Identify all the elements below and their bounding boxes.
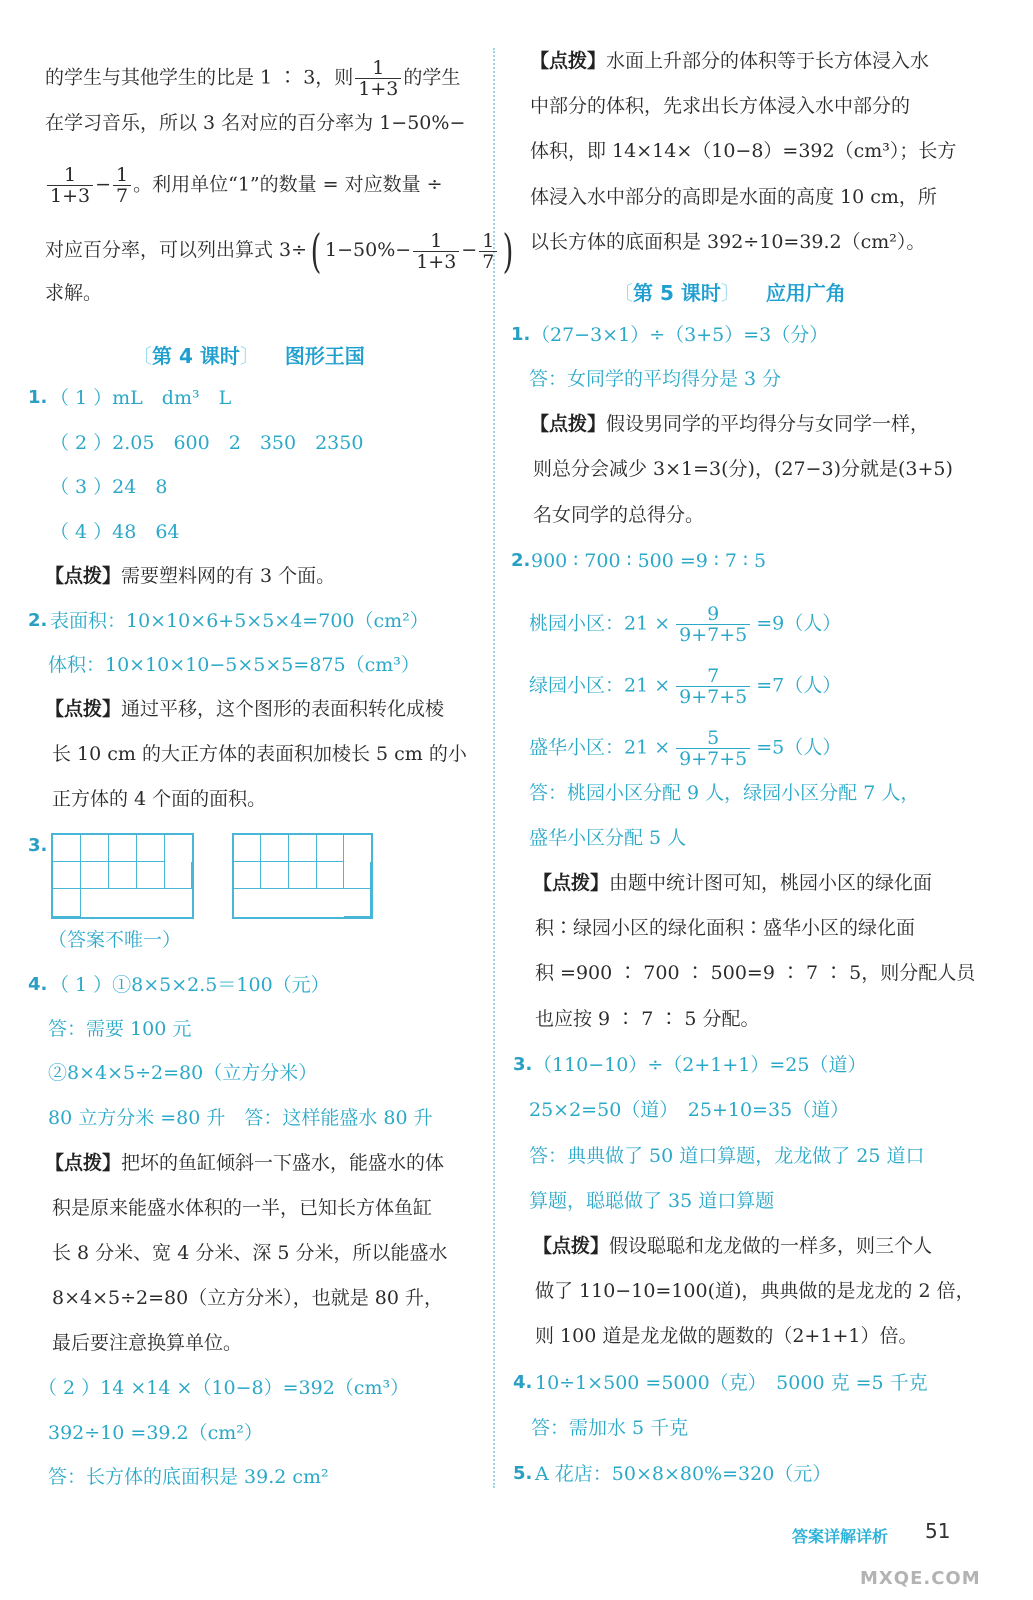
answer-line: 答：需要 100 元 [48, 1018, 192, 1040]
hint-text: 假设男同学的平均得分与女同学一样， [606, 413, 930, 435]
hint-tag: 【点拨】 [45, 1152, 122, 1174]
numerator: 5 [676, 728, 750, 749]
hint-text: 做了 110−10=100(道)，典典做的是龙龙的 2 倍， [535, 1280, 975, 1302]
paren-open: ( [310, 224, 322, 278]
hint-text: 体积，即 14×14×（10−8）=392（cm³）；长方 [530, 140, 957, 162]
denominator: 1+3 [358, 78, 399, 100]
hint-line [530, 411, 929, 437]
answer-line: （ 1 ）①8×5×2.5＝100（元） [50, 974, 330, 996]
fraction [676, 728, 750, 769]
numerator: 1 [413, 231, 459, 252]
answer-line: 体积：10×10×10−5×5×5=875（cm³） [48, 654, 420, 676]
question-number: 2. [511, 550, 531, 571]
answer-line: （110−10）÷（2+1+1）=25（道） [533, 1054, 867, 1076]
allocation-row [529, 666, 841, 707]
watermark-text: MXQE.COM [860, 1568, 981, 1589]
answer-line: ②8×4×5÷2=80（立方分米） [48, 1062, 318, 1084]
denominator: 7 [116, 185, 129, 207]
answer-line: （ 1 ）mL dm³ L [50, 387, 232, 409]
cont-line-5: 求解。 [45, 282, 103, 304]
hint-text: 水面上升部分的体积等于长方体浸入水 [606, 50, 930, 72]
fraction [479, 231, 497, 272]
answer-line: 表面积：10×10×6+5×5×4=700（cm²） [50, 610, 429, 632]
hint-line [45, 563, 335, 589]
answer-line: （27−3×1）÷（3+5）=3（分） [531, 324, 829, 346]
numerator: 1 [113, 165, 131, 186]
allocation-row [529, 728, 841, 769]
hint-tag: 【点拨】 [533, 1235, 610, 1257]
answer-line: 答：典典做了 50 道口算题，龙龙做了 25 道口 [529, 1145, 925, 1167]
hint-text: 积 =900 ∶ 700 ∶ 500=9 ∶ 7 ∶ 5，则分配人员 [535, 962, 976, 984]
answer-line: （ 2 ）2.05 600 2 350 2350 [50, 432, 364, 454]
question-number: 5. [513, 1463, 533, 1484]
row-label: 盛华小区：21 × [529, 736, 671, 759]
hint-text: 把坏的鱼缸倾斜一下盛水，能盛水的体 [121, 1152, 445, 1174]
bracket: 〕 [239, 344, 260, 368]
question-number: 3. [513, 1054, 533, 1075]
hint-tag: 【点拨】 [533, 872, 610, 894]
denominator: 7 [482, 250, 495, 273]
lesson-label: 第 4 课时 [152, 344, 240, 368]
answer-line: 10÷1×500 =5000（克） 5000 克 =5 千克 [535, 1372, 928, 1394]
fraction [676, 604, 750, 645]
hint-text: 正方体的 4 个面的面积。 [52, 788, 267, 810]
fraction [113, 165, 131, 206]
net-grid-2 [232, 833, 373, 919]
hint-line [533, 870, 932, 896]
minus: − [461, 239, 478, 261]
row-label: 绿园小区：21 × [529, 674, 671, 697]
fraction [47, 165, 93, 206]
minus: − [95, 173, 112, 196]
allocation-row [529, 604, 841, 645]
numerator: 1 [47, 165, 93, 186]
question-number: 3. [28, 835, 48, 856]
page-number: 51 [925, 1519, 951, 1543]
hint-text: 则总分会减少 3×1=3(分)，(27−3)分就是(3+5) [533, 458, 953, 480]
bracket: 〔 [132, 344, 152, 368]
fraction [355, 58, 401, 99]
hint-text: 名女同学的总得分。 [533, 504, 705, 526]
denominator: 1+3 [50, 185, 91, 207]
hint-text: 则 100 道是龙龙做的题数的（2+1+1）倍。 [535, 1325, 918, 1347]
hint-text: 长 8 分米、宽 4 分米、深 5 分米，所以能盛水 [52, 1242, 448, 1264]
hint-line [45, 696, 444, 722]
cont-line-4 [45, 224, 517, 278]
hint-text: 通过平移，这个图形的表面积转化成棱 [121, 698, 445, 720]
question-number: 4. [28, 974, 48, 995]
bracket: 〕 [720, 281, 741, 305]
answer-line: 答：需加水 5 千克 [531, 1417, 689, 1439]
question-number: 4. [513, 1372, 533, 1393]
hint-text: 长 10 cm 的大正方体的表面积加棱长 5 cm 的小 [52, 743, 467, 765]
text: 对应百分率，可以列出算式 3÷ [45, 239, 308, 261]
paren-close: ) [502, 224, 514, 278]
row-result: =5（人） [756, 736, 842, 759]
answer-line: A 花店：50×8×80%=320（元） [535, 1463, 832, 1485]
denominator: 9+7+5 [679, 686, 748, 708]
hint-text: 中部分的体积，先求出长方体浸入水中部分的 [530, 95, 911, 117]
answer-line: 900 ∶ 700 ∶ 500 =9 ∶ 7 ∶ 5 [531, 550, 767, 572]
denominator: 9+7+5 [679, 624, 748, 646]
answer-line: 答：女同学的平均得分是 3 分 [529, 368, 782, 390]
cont-line-2: 在学习音乐，所以 3 名对应的百分率为 1−50%− [45, 112, 466, 134]
hint-text: 由题中统计图可知，桃园小区的绿化面 [609, 872, 933, 894]
answer-line: 算题，聪聪做了 35 道口算题 [529, 1190, 775, 1212]
net-grid-1 [51, 833, 194, 919]
answer-line: （ 3 ）24 8 [50, 476, 168, 498]
hint-line [533, 1233, 932, 1259]
fraction [676, 666, 750, 707]
hint-text: 需要塑料网的有 3 个面。 [121, 565, 336, 587]
numerator: 1 [479, 231, 497, 252]
cont-line-1 [45, 58, 460, 99]
denominator: 9+7+5 [679, 748, 748, 770]
section-title-4 [132, 341, 365, 371]
hint-line [530, 48, 929, 74]
note-text: （答案不唯一） [48, 929, 182, 951]
hint-tag: 【点拨】 [530, 413, 607, 435]
hint-tag: 【点拨】 [530, 50, 607, 72]
question-number: 1. [28, 387, 48, 408]
hint-text: 也应按 9 ∶ 7 ∶ 5 分配。 [535, 1008, 760, 1030]
section-topic: 图形王国 [284, 344, 365, 368]
hint-text: 积是原来能盛水体积的一半，已知长方体鱼缸 [52, 1197, 433, 1219]
numerator: 7 [676, 666, 750, 687]
question-number: 1. [511, 324, 531, 345]
answer-line: （ 4 ）48 64 [50, 521, 180, 543]
hint-tag: 【点拨】 [45, 565, 122, 587]
section-title-5 [613, 278, 846, 308]
cont-line-3 [45, 165, 443, 206]
numerator: 9 [676, 604, 750, 625]
answer-line: （ 2 ）14 ×14 ×（10−8）=392（cm³） [38, 1377, 410, 1399]
row-result: =7（人） [756, 674, 842, 697]
text: 的学生 [403, 66, 461, 89]
hint-text: 积∶绿园小区的绿化面积∶盛华小区的绿化面 [535, 917, 916, 939]
hint-tag: 【点拨】 [45, 698, 122, 720]
numerator: 1 [355, 58, 401, 79]
lesson-label: 第 5 课时 [633, 281, 721, 305]
answer-line: 80 立方分米 =80 升 答：这样能盛水 80 升 [48, 1107, 433, 1129]
question-number: 2. [28, 610, 48, 631]
denominator: 1+3 [416, 250, 457, 273]
bracket: 〔 [613, 281, 633, 305]
hint-text: 假设聪聪和龙龙做的一样多，则三个人 [609, 1235, 933, 1257]
footer-label: 答案详解详析 [792, 1527, 889, 1546]
text: 。利用单位“1”的数量 = 对应数量 ÷ [133, 173, 443, 196]
answer-line: 盛华小区分配 5 人 [529, 827, 687, 849]
answer-line: 392÷10 =39.2（cm²） [48, 1422, 263, 1444]
section-topic: 应用广角 [765, 281, 846, 305]
hint-text: 8×4×5÷2=80（立方分米），也就是 80 升， [52, 1287, 443, 1309]
answer-line: 答：长方体的底面积是 39.2 cm² [48, 1466, 329, 1488]
answer-line: 答：桃园小区分配 9 人，绿园小区分配 7 人， [529, 782, 920, 804]
hint-line [45, 1150, 444, 1176]
hint-text: 体浸入水中部分的高即是水面的高度 10 cm，所 [530, 186, 937, 208]
row-label: 桃园小区：21 × [529, 612, 671, 635]
text: 的学生与其他学生的比是 1 ∶ 3，则 [45, 66, 354, 89]
fraction [413, 231, 459, 272]
hint-text: 以长方体的底面积是 392÷10=39.2（cm²）。 [530, 231, 926, 253]
text: 1−50%− [325, 239, 412, 261]
hint-text: 最后要注意换算单位。 [52, 1332, 243, 1354]
answer-line: 25×2=50（道） 25+10=35（道） [529, 1099, 850, 1121]
row-result: =9（人） [756, 612, 842, 635]
